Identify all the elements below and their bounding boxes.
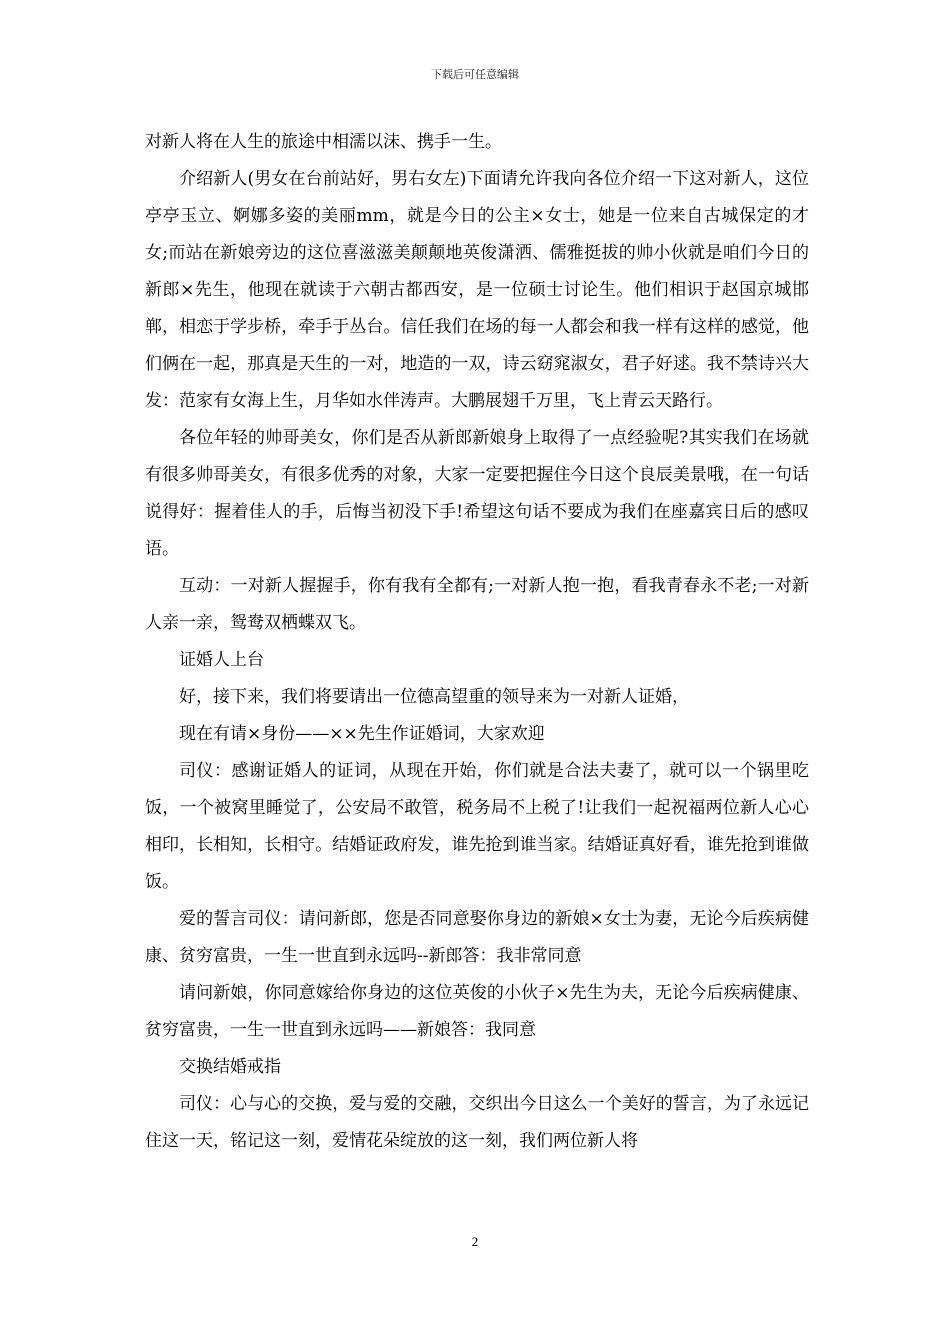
paragraph-vow-groom: 爱的誓言司仪：请问新郎，您是否同意娶你身边的新娘×女士为妻，无论今后疾病健康、贫穷富贵，一生一世直到永远吗--新郎答：我非常同意 (145, 909, 809, 966)
document-body (145, 124, 809, 1160)
page-number: 2 (471, 1234, 479, 1249)
section-heading-rings: 交换结婚戒指 (179, 1057, 281, 1077)
paragraph-witness-welcome: 现在有请×身份——××先生作证婚词，大家欢迎 (179, 724, 545, 744)
paragraph-introduce-couple: 介绍新人(男女在台前站好，男右女左)下面请允许我向各位介绍一下这对新人，这位亭亭玉立、婀娜多姿的美丽mm，就是今日的公主×女士，她是一位来自古城保定的才女;而站在新娘旁边的这位喜滋滋美颠颠地英俊潇洒、儒雅挺拔的帅小伙就是咱们今日的新郎×先生，他现在就读于六朝古都西安，是一位硕士讨论生。他们相识于赵国京城邯郸，相恋于学步桥，牵手于丛台。信任我们在场的每一人都会和我一样有这样的感觉，他们俩在一起，那真是天生的一对，地造的一双，诗云窈窕淑女，君子好逑。我不禁诗兴大发：范家有女海上生，月华如水伴涛声。大鹏展翅千万里，飞上青云天路行。 (145, 169, 809, 411)
paragraph-ring-exchange: 司仪：心与心的交换，爱与爱的交融，交织出今日这么一个美好的誓言，为了永远记住这一天，铭记这一刻，爱情花朵绽放的这一刻，我们两位新人将 (145, 1094, 809, 1151)
paragraph-guests: 各位年轻的帅哥美女，你们是否从新郎新娘身上取得了一点经验呢?其实我们在场就有很多帅哥美女，有很多优秀的对象，大家一定要把握住今日这个良辰美景哦，在一句话说得好：握着佳人的手，后悔当初没下手!希望这句话不要成为我们在座嘉宾日后的感叹语。 (145, 428, 809, 559)
section-heading-witness: 证婚人上台 (179, 650, 264, 670)
paragraph-continuation: 对新人将在人生的旅途中相濡以沫、携手一生。 (145, 132, 502, 152)
paragraph-witness-invite: 好，接下来，我们将要请出一位德高望重的领导来为一对新人证婚， (179, 687, 689, 707)
paragraph-interaction: 互动：一对新人握握手，你有我有全都有;一对新人抱一抱，看我青春永不老;一对新人亲一亲，鸳鸯双栖蝶双飞。 (145, 576, 809, 633)
page-header: 下载后可任意编辑 (431, 68, 519, 81)
paragraph-vow-bride: 请问新娘，你同意嫁给你身边的这位英俊的小伙子×先生为夫，无论今后疾病健康、贫穷富贵，一生一世直到永远吗——新娘答：我同意 (145, 983, 809, 1040)
paragraph-officiant-thanks: 司仪：感谢证婚人的证词，从现在开始，你们就是合法夫妻了，就可以一个锅里吃饭，一个被窝里睡觉了，公安局不敢管，税务局不上税了!让我们一起祝福两位新人心心相印，长相知，长相守。结婚证政府发，谁先抢到谁当家。结婚证真好看，谁先抢到谁做饭。 (145, 761, 809, 892)
